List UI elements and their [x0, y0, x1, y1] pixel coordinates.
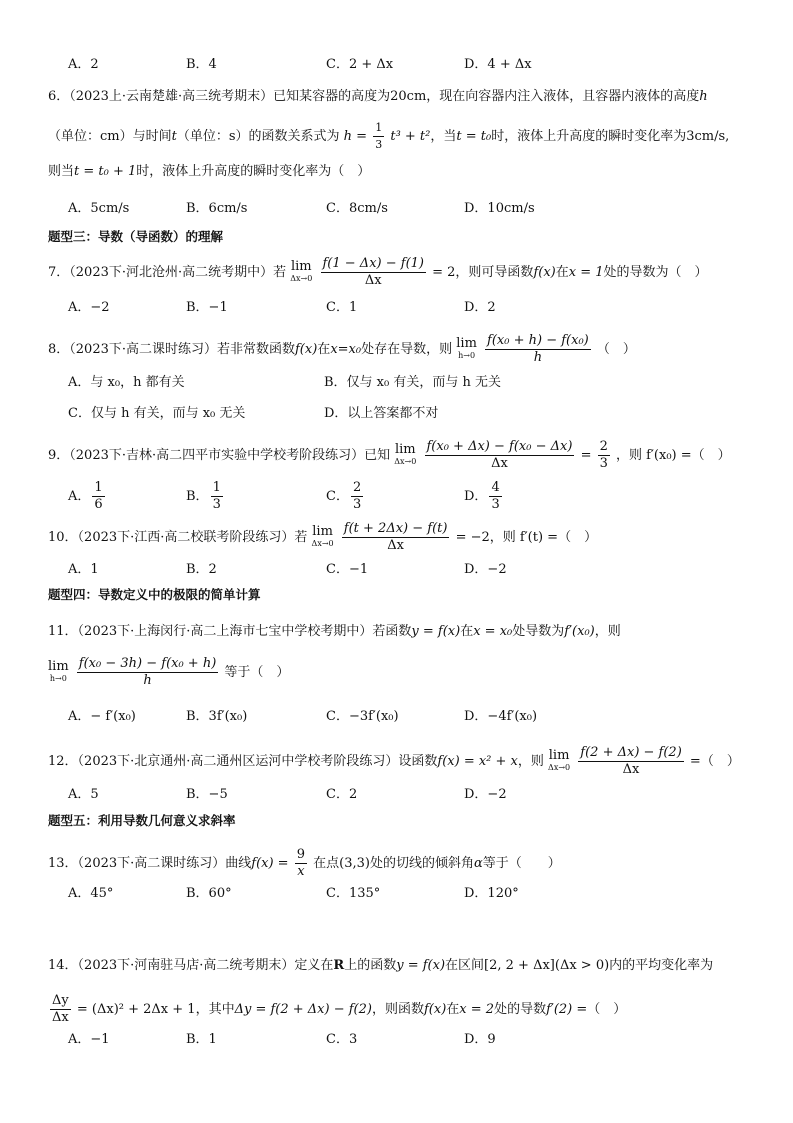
- q6-option-a: A．5cm/s: [68, 201, 130, 216]
- q11-text: 在: [460, 624, 474, 639]
- q14-expr: = (Δx)² + 2Δx + 1: [76, 1002, 196, 1017]
- q13-text: 等于（ ）: [482, 856, 561, 871]
- q9-rhs-den: 3: [599, 456, 608, 471]
- q8-fraction: [485, 333, 591, 366]
- q13-option-d: D．120°: [464, 886, 519, 901]
- q9-option-a: [68, 480, 107, 513]
- q7-option-c: C．1: [326, 300, 358, 315]
- q13-frac-den: x: [297, 864, 305, 879]
- q11-line-2: [48, 656, 289, 689]
- q6-text: 时，液体上升高度的瞬时变化率为3cm/s,: [491, 129, 730, 144]
- q7-option-b: B．−1: [186, 300, 228, 315]
- q6-line-1: [48, 87, 708, 107]
- q6-option-b: B．6cm/s: [186, 201, 248, 216]
- q9-limit: lim Δx→0: [394, 441, 417, 466]
- q12-limit: lim Δx→0: [548, 747, 571, 772]
- q12-text: 12．（2023下·北京通州·高二通州区运河中学校考阶段练习）设函数: [48, 754, 438, 769]
- section-heading-3: 题型三：导数（导函数）的理解: [48, 229, 224, 244]
- q11-option-a: A．− f′(x₀): [68, 709, 136, 724]
- q7-func: f(x): [533, 265, 556, 280]
- q6-text: ，当: [430, 129, 457, 144]
- q13-line: [48, 847, 561, 880]
- q14-func-2: f(x): [423, 1002, 447, 1017]
- q7-text: 处的导数为（ ）: [603, 265, 708, 280]
- q6-text: 6．（2023上·云南楚雄·高三统考期末）已知某容器的高度为20cm，现在向容器内注入液体，且容器内液体的高度: [48, 89, 700, 104]
- q14-option-a: A．−1: [68, 1032, 110, 1047]
- q14-text: 处的导数: [494, 1002, 547, 1017]
- q11-fraction: [77, 656, 218, 689]
- q11-line-1: [48, 622, 621, 642]
- q5-option-a: A．2: [68, 57, 99, 72]
- q7-lim-sub: Δx→0: [290, 273, 313, 283]
- q7-text: 7．（2023下·河北沧州·高二统考期中）若: [48, 265, 287, 280]
- q9-line: [48, 439, 731, 472]
- q6-frac-den: 3: [375, 138, 383, 151]
- q9-option-num: 4: [491, 480, 500, 495]
- q7-limit: lim Δx→0: [290, 258, 313, 283]
- q8-point: x=x₀: [330, 342, 362, 357]
- q10-frac-num: f(t + 2Δx) − f(t): [343, 521, 448, 536]
- q13-option-a: A．45°: [68, 886, 114, 901]
- q9-fraction: [425, 439, 575, 472]
- q8-frac-num: f(x₀ + h) − f(x₀): [487, 333, 589, 348]
- q8-text: 在: [317, 342, 331, 357]
- q14-option-d: D．9: [464, 1032, 496, 1047]
- q13-option-b: B．60°: [186, 886, 232, 901]
- q12-option-d: D．−2: [464, 787, 507, 802]
- q9-option-label: D．: [464, 489, 488, 504]
- q7-line: [48, 256, 708, 289]
- q11-frac-den: h: [143, 673, 152, 688]
- section-heading-4: 题型四：导数定义中的极限的简单计算: [48, 587, 261, 602]
- q9-text: ，则 f′(x₀) =（ ）: [616, 448, 731, 463]
- q9-frac-num: f(x₀ + Δx) − f(x₀ − Δx): [426, 439, 573, 454]
- q10-frac-den: Δx: [387, 538, 404, 553]
- q6-option-c: C．8cm/s: [326, 201, 388, 216]
- q9-rhs-num: 2: [599, 439, 608, 454]
- q8-text: 处存在导数，则: [361, 342, 453, 357]
- q8-option-c: C．仅与 h 有关，而与 x₀ 无关: [68, 406, 246, 421]
- q14-fraction: [50, 993, 71, 1026]
- q12-text: ，则: [517, 754, 544, 769]
- q6-line-3: [48, 162, 370, 182]
- q8-text: （ ）: [596, 342, 636, 357]
- q6-func-lhs: h =: [343, 129, 368, 144]
- q10-option-a: A．1: [68, 562, 99, 577]
- section-heading-5: 题型五：利用导数几何意义求斜率: [48, 813, 236, 828]
- q6-frac-num: 1: [373, 120, 384, 137]
- q11-deriv: f′(x₀): [564, 624, 595, 639]
- q14-line-1: [48, 956, 713, 976]
- q11-text: 等于（ ）: [224, 665, 290, 680]
- q6-var-t: t: [171, 129, 177, 144]
- q6-var-h: h: [699, 89, 708, 104]
- q6-line-2: [48, 120, 729, 153]
- q13-text: 在点(3,3)处的切线的倾斜角: [313, 856, 474, 871]
- q9-option-num: 1: [94, 480, 103, 495]
- q10-limit: lim Δx→0: [311, 523, 334, 548]
- q7-option-d: D．2: [464, 300, 496, 315]
- q8-lim-sub: h→0: [458, 350, 476, 360]
- q9-option-num: 2: [352, 480, 362, 495]
- q8-limit: lim h→0: [456, 335, 477, 360]
- q14-option-b: B．1: [186, 1032, 217, 1047]
- q7-text: 在: [555, 265, 569, 280]
- q12-option-b: B．−5: [186, 787, 228, 802]
- q12-lim-sub: Δx→0: [548, 762, 571, 772]
- q10-line: [48, 521, 597, 554]
- q13-frac-num: 9: [296, 847, 305, 862]
- q6-text: （单位：cm）与时间: [48, 129, 172, 144]
- q12-func: f(x) = x² + x: [437, 754, 518, 769]
- q9-option-label: B．: [186, 489, 209, 504]
- q14-real-set: R: [333, 958, 345, 973]
- q11-text: ，则: [594, 624, 621, 639]
- q8-option-b: B．仅与 x₀ 有关，而与 h 无关: [324, 375, 501, 390]
- q9-option-den: 3: [212, 497, 221, 512]
- q9-frac-den: Δx: [491, 456, 508, 471]
- q9-option-c: [326, 480, 365, 513]
- q12-fraction: [578, 745, 684, 778]
- q11-point: x = x₀: [473, 624, 513, 639]
- q13-text: 13．（2023下·高二课时练习）曲线: [48, 856, 252, 871]
- q8-line: [48, 333, 636, 366]
- q12-frac-den: Δx: [622, 762, 640, 777]
- q10-option-d: D．−2: [464, 562, 507, 577]
- q14-interval: [2, 2 + Δx](Δx > 0): [484, 958, 610, 973]
- q8-option-a: A．与 x₀，h 都有关: [68, 375, 185, 390]
- q7-text: = 2，则可导函数: [432, 265, 534, 280]
- q7-fraction: [321, 256, 427, 289]
- q14-text: （ ）: [587, 1002, 627, 1017]
- q11-text: 处导数为: [512, 624, 565, 639]
- q5-option-c: C．2 + Δx: [326, 57, 394, 72]
- q14-text: 14．（2023下·河南驻马店·高二统考期末）定义在: [48, 958, 334, 973]
- q9-option-label: A．: [68, 489, 91, 504]
- q7-frac-den: Δx: [364, 273, 382, 288]
- q12-option-c: C．2: [326, 787, 358, 802]
- q10-text: 10．（2023下·江西·高二校联考阶段练习）若: [48, 530, 308, 545]
- q13-func-lhs: f(x) =: [251, 856, 289, 871]
- q14-option-c: C．3: [326, 1032, 358, 1047]
- q8-func: f(x): [295, 342, 318, 357]
- q9-option-num: 1: [212, 480, 221, 495]
- q10-lim-sub: Δx→0: [311, 538, 334, 548]
- q8-text: 8．（2023下·高二课时练习）若非常数函数: [48, 342, 295, 357]
- q14-line-2: [48, 993, 626, 1026]
- q6-text: （单位：s）的函数关系式为: [176, 129, 340, 144]
- q6-cond: t = t₀: [456, 129, 492, 144]
- q10-option-c: C．−1: [326, 562, 369, 577]
- q14-point: x = 2: [459, 1002, 495, 1017]
- q5-option-d: D．4 + Δx: [464, 57, 532, 72]
- q9-text: 9．（2023下·吉林·高二四平市实验中学校考阶段练习）已知: [48, 448, 391, 463]
- q11-option-b: B．3f′(x₀): [186, 709, 248, 724]
- q6-func-rhs: t³ + t²: [390, 129, 431, 144]
- q12-text: =（ ）: [689, 754, 740, 769]
- q5-option-b: B．4: [186, 57, 217, 72]
- q9-lim-sub: Δx→0: [394, 456, 417, 466]
- q9-option-den: 3: [491, 497, 500, 512]
- q9-option-d: [464, 480, 504, 513]
- q11-option-c: C．−3f′(x₀): [326, 709, 399, 724]
- q11-lim-sub: h→0: [49, 673, 67, 683]
- q7-option-a: A．−2: [68, 300, 110, 315]
- q9-eq: =: [580, 448, 592, 463]
- q14-frac-den: Δx: [52, 1010, 69, 1025]
- q6-text: 则当: [48, 164, 75, 179]
- q14-text: 在区间: [445, 958, 485, 973]
- q7-point: x = 1: [568, 265, 604, 280]
- q10-option-b: B．2: [186, 562, 217, 577]
- q6-option-d: D．10cm/s: [464, 201, 535, 216]
- q14-text: 在: [446, 1002, 460, 1017]
- q14-text: 内的平均变化率为: [609, 958, 714, 973]
- q13-alpha: α: [473, 856, 483, 871]
- q7-frac-num: f(1 − Δx) − f(1): [322, 256, 424, 271]
- q9-option-label: C．: [326, 489, 349, 504]
- q9-option-den: 3: [352, 497, 362, 512]
- q10-text: = −2，则 f′(t) =（ ）: [455, 530, 598, 545]
- q9-option-b: [186, 480, 225, 513]
- q6-cond-2: t = t₀ + 1: [74, 164, 137, 179]
- q12-line: [48, 745, 740, 778]
- q14-frac-num: Δy: [52, 993, 69, 1008]
- q13-option-c: C．135°: [326, 886, 381, 901]
- q8-option-d: D．以上答案都不对: [324, 406, 439, 421]
- q6-text: 时，液体上升高度的瞬时变化率为（ ）: [136, 164, 371, 179]
- q11-func: y = f(x): [411, 624, 461, 639]
- q8-frac-den: h: [533, 350, 543, 365]
- q14-func: y = f(x): [396, 958, 446, 973]
- q9-rhs-fraction: [598, 439, 610, 472]
- q11-limit: lim h→0: [48, 658, 69, 683]
- q14-text: ，则函数: [371, 1002, 424, 1017]
- q14-text: 上的函数: [344, 958, 397, 973]
- q11-text: 11．（2023下·上海闵行·高二上海市七宝中学校考期中）若函数: [48, 624, 412, 639]
- q6-fraction: [373, 120, 384, 153]
- q14-text: ，其中: [195, 1002, 235, 1017]
- q14-deriv: f′(2) =: [546, 1002, 588, 1017]
- q12-frac-num: f(2 + Δx) − f(2): [580, 745, 682, 760]
- q11-option-d: D．−4f′(x₀): [464, 709, 538, 724]
- q9-option-den: 6: [94, 497, 103, 512]
- q10-fraction: [342, 521, 450, 554]
- q13-fraction: [295, 847, 307, 880]
- q12-option-a: A．5: [68, 787, 99, 802]
- q11-frac-num: f(x₀ − 3h) − f(x₀ + h): [78, 656, 217, 671]
- q14-def: Δy = f(2 + Δx) − f(2): [234, 1002, 372, 1017]
